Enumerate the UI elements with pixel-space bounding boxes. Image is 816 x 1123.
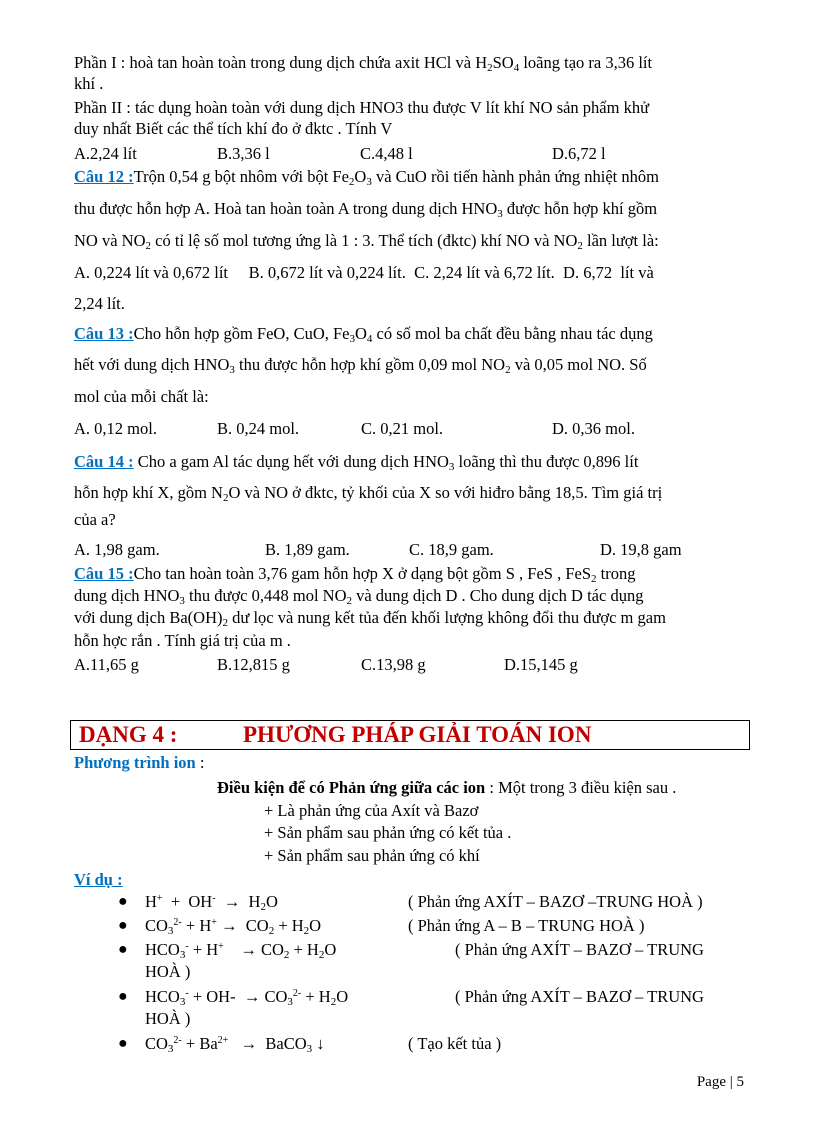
q15-line3: với dung dịch $Ba(OH)_2$ dư lọc và nung kết tủa đến khối lượng không đổi thu được m gam xyxy=(74,608,666,629)
condition-2: + Sản phẩm sau phản ứng có kết tủa . xyxy=(264,823,512,842)
example-heading: Ví dụ : xyxy=(74,870,123,889)
q13-option-a: A. 0,12 mol. xyxy=(74,419,157,438)
q13-line3: mol của mỗi chất là: xyxy=(74,387,209,406)
reaction-5-type: ( Tạo kết tủa ) xyxy=(408,1034,502,1053)
bullet-icon: ● xyxy=(118,917,128,934)
part2-line2: duy nhất Biết các thể tích khí đo ở đktc . Tính V xyxy=(74,119,393,138)
q11-option-c: C.4,48 l xyxy=(360,144,413,163)
condition-1: + Là phản ứng của Axít và Bazơ xyxy=(264,801,479,820)
reaction-1-equation: $H^+ + OH^- \to H_2O$ xyxy=(145,892,278,913)
bullet-icon: ● xyxy=(118,893,128,910)
q14-line3: của a? xyxy=(74,510,116,529)
q15-option-c: C.13,98 g xyxy=(361,655,426,674)
q12-line5: 2,24 lít. xyxy=(74,294,125,313)
q15-line4: hỗn hợc rắn . Tính giá trị của m . xyxy=(74,631,291,650)
ion-equation-heading: Phương trình ion : xyxy=(74,753,205,772)
reaction-3-type-cont: HOÀ ) xyxy=(145,962,191,981)
q13-line1: Câu 13 :Cho hỗn hợp gồm FeO, CuO, $Fe_3O_4$ có số mol ba chất đều bằng nhau tác dụng xyxy=(74,324,653,345)
reaction-4-type: ( Phản ứng AXÍT – BAZƠ – TRUNG xyxy=(455,987,704,1006)
q15-option-b: B.12,815 g xyxy=(217,655,290,674)
bullet-icon: ● xyxy=(118,1035,128,1052)
condition-3: + Sản phẩm sau phản ứng có khí xyxy=(264,846,480,865)
reaction-5-equation: $CO_3^{2-} + Ba^{2+}$ → BaCO$_3$ ↓ xyxy=(145,1034,325,1055)
section-heading-left: DẠNG 4 : xyxy=(79,722,178,747)
part1-line1: Phần I : hoà tan hoàn toàn trong dung dịch chứa axit HCl và $H_2SO_4$ loãng tạo ra 3,36 lít xyxy=(74,53,653,74)
q15-option-a: A.11,65 g xyxy=(74,655,139,674)
reaction-3-equation: $HCO_3^- + H^+$ → $CO_2 + H_2O$ xyxy=(145,940,337,961)
q14-label: Câu 14 : xyxy=(74,452,134,471)
part2-line1: Phần II : tác dụng hoàn toàn với dung dịch HNO3 thu được V lít khí NO sản phẩm khử xyxy=(74,98,650,117)
q12-line3: NO và $NO_2$ có tỉ lệ số mol tương ứng là 1 : 3. Thể tích (đktc) khí NO và $NO_2$ lần lượt là: xyxy=(74,231,659,252)
q14-option-d: D. 19,8 gam xyxy=(600,540,682,559)
ion-condition: Điều kiện để có Phản ứng giữa các ion : Một trong 3 điều kiện sau . xyxy=(217,778,677,797)
q11-option-b: B.3,36 l xyxy=(217,144,270,163)
section-heading xyxy=(70,720,750,750)
reaction-4-equation: $HCO_3^- + OH- \to CO_3^{2-} + H_2O$ xyxy=(145,987,349,1008)
q14-option-b: B. 1,89 gam. xyxy=(265,540,350,559)
q13-option-d: D. 0,36 mol. xyxy=(552,419,635,438)
q14-option-a: A. 1,98 gam. xyxy=(74,540,160,559)
q14-line1: Câu 14 : Cho a gam Al tác dụng hết với dung dịch $HNO_3$ loãng thì thu được 0,896 lít xyxy=(74,452,639,473)
q13-option-b: B. 0,24 mol. xyxy=(217,419,300,438)
q11-option-a: A.2,24 lít xyxy=(74,144,137,163)
q12-options: A. 0,224 lít và 0,672 lít B. 0,672 lít và 0,224 lít. C. 2,24 lít và 6,72 lít. D. 6,72 lít và xyxy=(74,263,654,282)
q13-option-c: C. 0,21 mol. xyxy=(361,419,444,438)
q11-option-d: D.6,72 l xyxy=(552,144,606,163)
q14-option-c: C. 18,9 gam. xyxy=(409,540,494,559)
part1-line2: khí . xyxy=(74,74,104,93)
bullet-icon: ● xyxy=(118,941,128,958)
q15-label: Câu 15 : xyxy=(74,564,134,583)
q13-line2: hết với dung dịch $HNO_3$ thu được hỗn hợp khí gồm 0,09 mol $NO_2$ và 0,05 mol NO. Số xyxy=(74,355,647,376)
q15-option-d: D.15,145 g xyxy=(504,655,578,674)
page-number: Page | 5 xyxy=(696,1074,744,1090)
q12-line1: Câu 12 :Trộn 0,54 g bột nhôm với bột $Fe_2O_3$ và CuO rồi tiến hành phản ứng nhiệt nhôm xyxy=(74,167,659,188)
section-heading-title: PHƯƠNG PHÁP GIẢI TOÁN ION xyxy=(243,722,592,747)
q12-line2: thu được hỗn hợp A. Hoà tan hoàn toàn A trong dung dịch $HNO_3$ được hỗn hợp khí gồm xyxy=(74,199,658,220)
reaction-1-type: ( Phản ứng AXÍT – BAZƠ –TRUNG HOÀ ) xyxy=(408,892,703,911)
bullet-icon: ● xyxy=(118,988,128,1005)
q14-line2: hỗn hợp khí X, gồm $N_2O$ và NO ở đktc, tỷ khối của X so với hiđro bằng 18,5. Tìm giá trị xyxy=(74,483,663,504)
q13-label: Câu 13 : xyxy=(74,324,134,343)
q15-line2: dung dịch $HNO_3$ thu được 0,448 mol $NO_2$ và dung dịch D . Cho dung dịch D tác dụng xyxy=(74,586,644,607)
reaction-4-type-cont: HOÀ ) xyxy=(145,1009,191,1028)
q12-label: Câu 12 : xyxy=(74,167,134,186)
reaction-2-equation: $CO_3^{2-} + H^+ \to CO_2 + H_2O$ xyxy=(145,916,322,937)
reaction-3-type: ( Phản ứng AXÍT – BAZƠ – TRUNG xyxy=(455,940,704,959)
q15-line1: Câu 15 :Cho tan hoàn toàn 3,76 gam hỗn hợp X ở dạng bột gồm S , FeS , FeS$_2$ trong xyxy=(74,564,636,585)
reaction-2-type: ( Phản ứng A – B – TRUNG HOÀ ) xyxy=(408,916,645,935)
